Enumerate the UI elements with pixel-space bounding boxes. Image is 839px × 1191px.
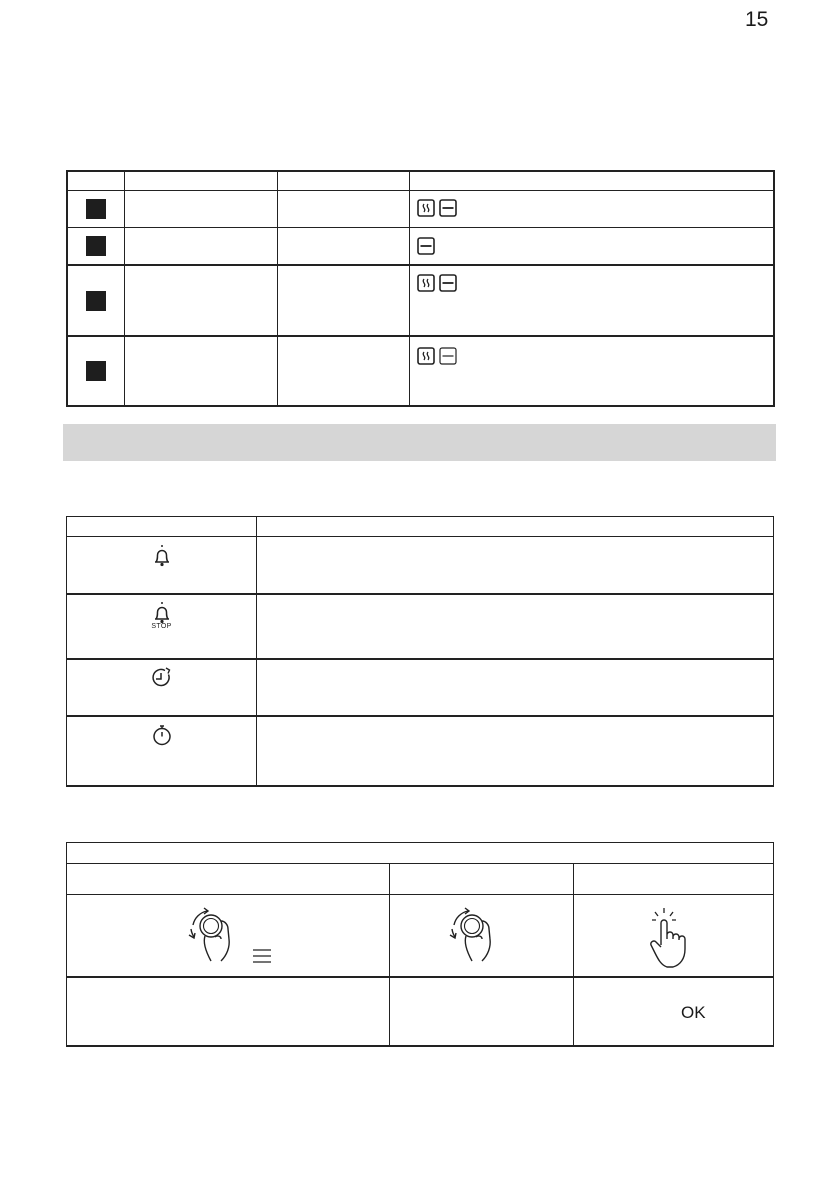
grill-element-icon [439, 347, 457, 365]
row-marker [86, 199, 106, 219]
press-finger-icon [647, 905, 693, 971]
heating-functions-table [66, 170, 775, 407]
bell-icon [151, 543, 173, 569]
top-bottom-heat-icon [417, 199, 435, 217]
table-row [67, 265, 774, 336]
ok-label: OK [681, 1002, 706, 1022]
table-header-row [67, 171, 774, 190]
stopwatch-icon [150, 723, 174, 747]
table-row [67, 977, 774, 1046]
table-header-row [67, 864, 774, 895]
grill-element-icon [417, 237, 435, 255]
top-bottom-heat-icon [417, 347, 435, 365]
grill-element-icon [439, 274, 457, 292]
rotate-knob-hand-icon [185, 903, 251, 969]
bell-stop-icon [151, 600, 173, 624]
table-row [67, 336, 774, 406]
table-row [67, 227, 774, 265]
rotate-knob-hand-icon [446, 903, 512, 969]
table-title-row [67, 843, 774, 864]
illustration-row [67, 895, 774, 977]
clock-arrow-icon [150, 666, 174, 690]
row-marker [86, 291, 106, 311]
table-row [67, 537, 774, 594]
table-row [67, 716, 774, 786]
menu-icon [252, 948, 272, 964]
clock-functions-table [66, 516, 774, 787]
grill-element-icon [439, 199, 457, 217]
top-bottom-heat-icon [417, 274, 435, 292]
table-row [67, 190, 774, 227]
stop-label: STOP [151, 622, 172, 630]
table-header-row [67, 517, 774, 537]
row-marker [86, 236, 106, 256]
settings-steps-table [66, 842, 774, 1047]
section-heading-band [63, 424, 776, 461]
row-marker [86, 361, 106, 381]
page-number: 15 [745, 8, 769, 31]
table-row [67, 659, 774, 716]
table-row [67, 594, 774, 659]
